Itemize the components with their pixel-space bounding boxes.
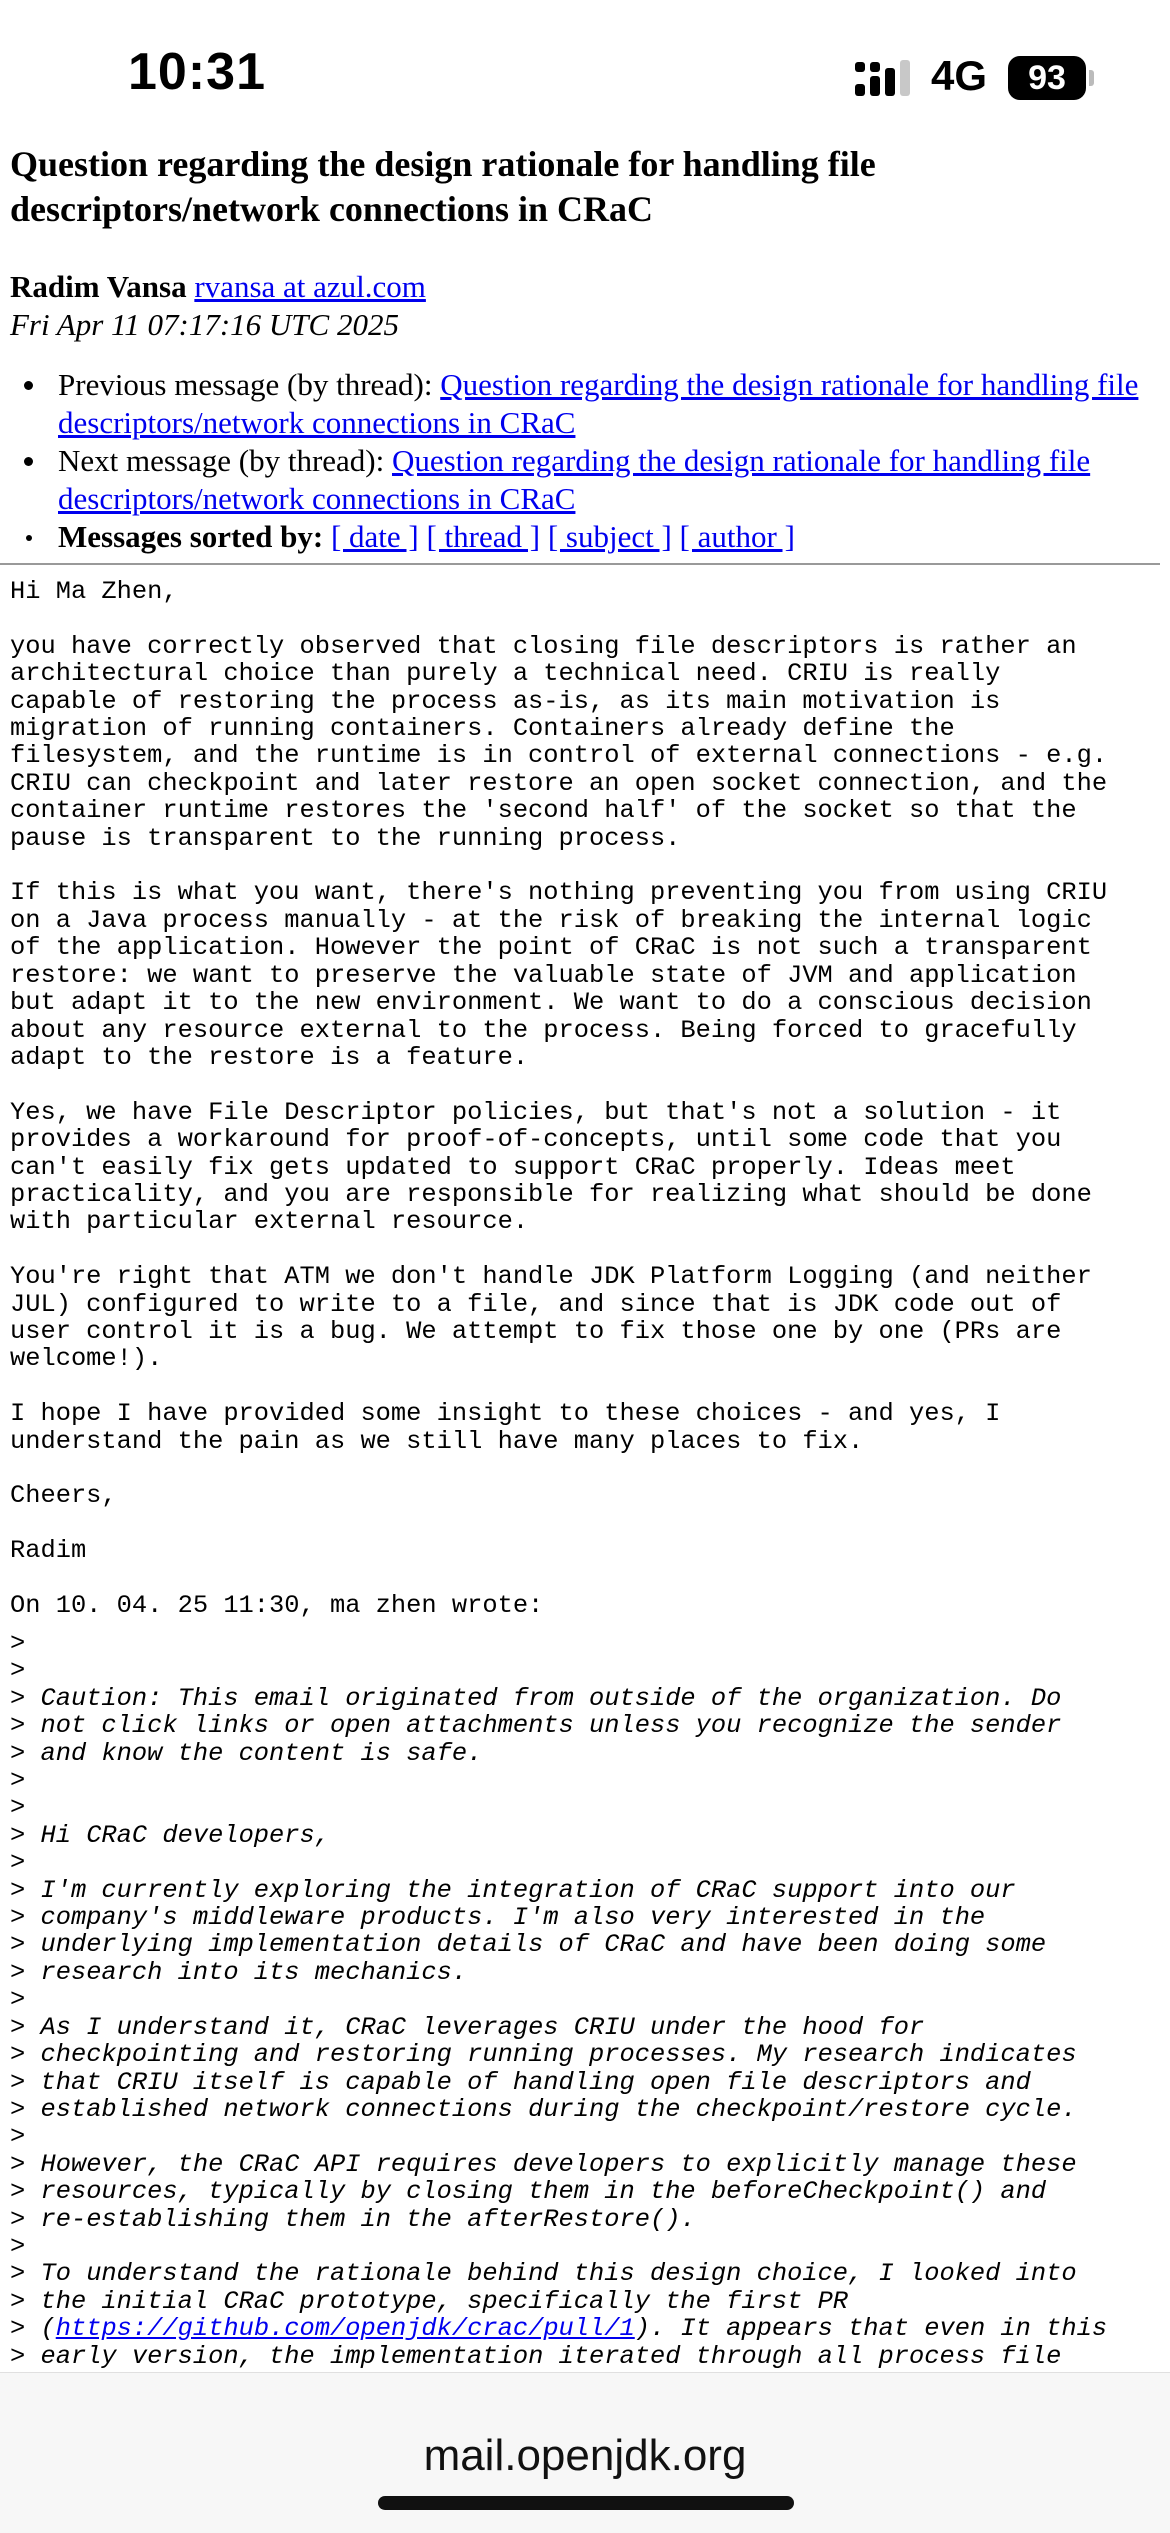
quoted-line: company's middleware products. I'm also very interested in the [40,1903,986,1933]
author-block [10,268,1160,344]
quoted-line: and know the content is safe. [40,1738,483,1768]
quote-marker: > [10,1985,26,2015]
sort-by-subject-link[interactable]: [ subject ] [547,519,672,554]
quote-marker: > [10,2177,41,2207]
quoted-line: that CRIU itself is capable of handling open file descriptors and [40,2067,1031,2097]
quote-marker: > [10,1793,26,1823]
quote-marker: > [10,1738,41,1768]
previous-message-label: Previous message (by thread): [58,367,441,402]
sort-options-item [58,518,1160,556]
next-message-link[interactable]: Question regarding the design rationale for handling file descriptors/network connections in CRaC [58,443,1091,516]
email-subject: Question regarding the design rationale for handling file descriptors/network connections in CRaC [10,144,876,229]
quoted-line: established network connections during the checkpoint/restore cycle. [40,2094,1077,2124]
quote-marker: > [10,2067,41,2097]
quote-marker: > [10,2040,41,2070]
quote-marker: > [10,2204,41,2234]
quote-marker: > [10,1683,41,1713]
signal-bars-icon [855,58,917,100]
divider [0,563,1160,565]
quoted-line: ( [40,2314,56,2344]
battery-nub [1089,70,1094,86]
quoted-line: I'm currently exploring the integration of CRaC support into our [40,1875,1016,1905]
quote-marker: > [10,1766,26,1796]
quoted-line: underlying implementation details of CRaC and have been doing some [40,1930,1047,1960]
previous-message-item [58,366,1160,442]
battery-icon: 93 [1008,56,1086,100]
quote-marker: > [10,1629,26,1658]
quoted-line: research into its mechanics. [40,1957,468,1987]
quote-marker: > [10,2341,41,2371]
quote-marker: > [10,2286,41,2316]
quoted-line: the initial CRaC prototype, specifically the first PR [40,2286,849,2316]
email-date: Fri Apr 11 07:17:16 UTC 2025 [10,307,399,342]
thread-navigation [10,366,1160,556]
status-time: 10:31 [128,43,266,101]
quote-marker: > [10,1656,26,1686]
quoted-line: To understand the rationale behind this design choice, I looked into [40,2259,1077,2289]
next-message-label: Next message (by thread): [58,443,392,478]
sort-by-date-link[interactable]: [ date ] [330,519,419,554]
quote-marker: > [10,2122,26,2152]
network-type: 4G [931,52,988,99]
author-email-link[interactable]: rvansa at azul.com [194,269,426,304]
quoted-line: However, the CRaC API requires developers to explicitly manage these [40,2149,1077,2179]
quoted-line: re-establishing them in the afterRestore(). [40,2204,696,2234]
quote-marker: > [10,1903,41,1933]
quote-marker: > [10,2259,41,2289]
quote-marker: > [10,1957,41,1987]
quote-marker: > [10,2231,26,2261]
quote-marker: > [10,1930,41,1960]
quoted-line: checkpointing and restoring running processes. My research indicates [40,2040,1077,2070]
previous-message-link[interactable]: Question regarding the design rationale for handling file descriptors/network connections in CRaC [58,367,1139,440]
next-message-item [58,442,1160,518]
quote-marker: > [10,2094,41,2124]
pr-link[interactable]: https://github.com/openjdk/crac/pull/1 [55,2314,635,2344]
quoted-line: Caution: This email originated from outside of the organization. Do [40,1683,1062,1713]
url-text[interactable]: mail.openjdk.org [423,2431,747,2480]
quoted-line: As I understand it, CRaC leverages CRIU under the hood for [40,2012,925,2042]
quoted-message [10,1630,1107,2370]
author-name: Radim Vansa [10,269,187,304]
email-page [10,142,1160,556]
quote-marker: > [10,1820,41,1850]
home-indicator[interactable] [378,2496,794,2510]
quoted-line: ). It appears that even in this [634,2314,1108,2344]
sort-by-author-link[interactable]: [ author ] [679,519,795,554]
quoted-line: Hi CRaC developers, [40,1820,330,1850]
quote-marker: > [10,2012,41,2042]
message-body: Hi Ma Zhen, you have correctly observed that closing file descriptors is rather an architectural choice than purely a technical need. CRIU is really capable of restoring the process as-is, as its main motivation is migration of running containers. Containers already define the filesystem, and the runtime is in control of external connections - e.g. CRIU can checkpoint and later restore an open socket connection, and the container runtime restores the 'second half' of the socket so that the pause is transparent to the running process. If this is what you want, there's nothing preventing you from using CRIU on a Java process manually - at the risk of breaking the internal logic of the application. However the point of CRaC is not such a transparent restore: we want to preserve the valuable state of JVM and application but adapt it to the new environment. We want to do a conscious decision about any resource external to the process. Being forced to gracefully adapt to the restore is a feature. Yes, we have File Descriptor policies, but that's not a solution - it provides a workaround for proof-of-concepts, until some code that you can't easily fix gets updated to support CRaC properly. Ideas meet practicality, and you are responsible for realizing what should be done with particular external resource. You're right that ATM we don't handle JDK Platform Logging (and neither JUL) configured to write to a file, and since that is JDK code out of user control it is a bug. We attempt to fix those one by one (PRs are welcome!). I hope I have provided some insight to these choices - and yes, I understand the pain as we still have many places to fix. Cheers, Radim On 10. 04. 25 11:30, ma zhen wrote: [10,577,1108,1621]
quoted-line: resources, typically by closing them in the beforeCheckpoint() and [40,2177,1047,2207]
quoted-line: not click links or open attachments unless you recognize the sender [40,1711,1062,1741]
quote-marker: > [10,2149,41,2179]
quote-marker: > [10,1848,26,1878]
quote-marker: > [10,2314,41,2344]
quoted-line: early version, the implementation iterated through all process file [40,2341,1062,2371]
sorted-by-label: Messages sorted by: [58,519,324,554]
quote-marker: > [10,1875,41,1905]
sort-by-thread-link[interactable]: [ thread ] [426,519,541,554]
quote-marker: > [10,1711,41,1741]
status-bar [0,0,1170,150]
